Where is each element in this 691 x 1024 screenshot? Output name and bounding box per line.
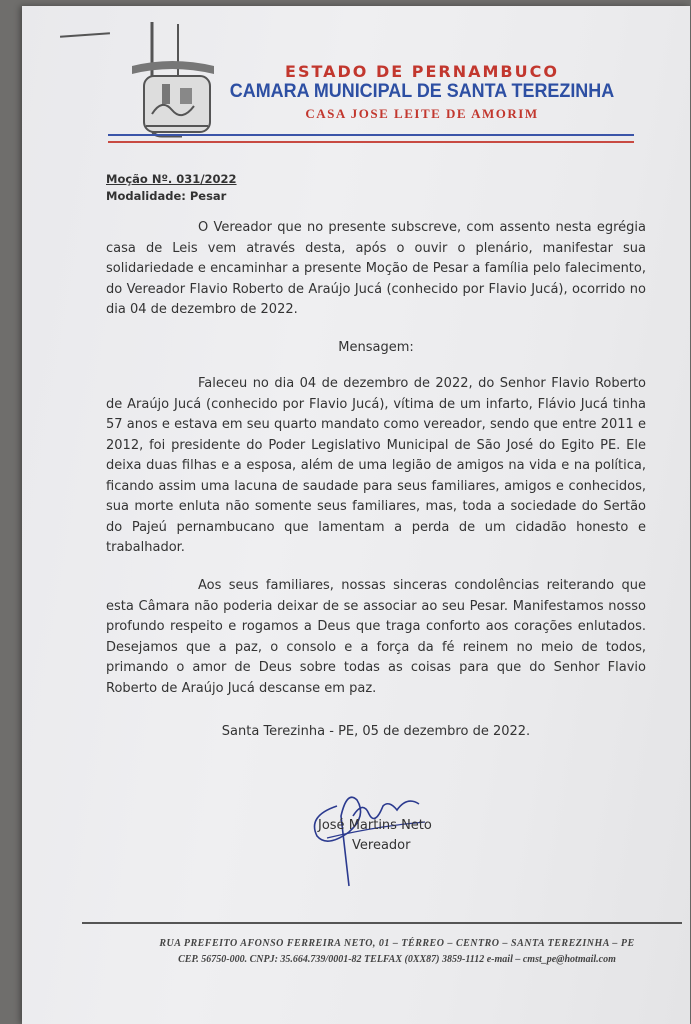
header-rule-red <box>108 141 634 143</box>
message-paragraph: Faleceu no dia 04 de dezembro de 2022, do Senhor Flavio Roberto de Araújo Jucá (conhecido por Flavio Jucá), vítima de um infarto, Flávio Jucá tinha 57 anos e estava em seu quarto mandato como vereador, sendo que entre 2011 e 2012, foi presidente do Poder Legislativo Municipal de São José do Egito PE. Ele deixa duas filhas e a esposa, além de uma legião de amigos na vida e na política, ficando assim uma lacuna de saudade para seus familiares, amigos e conhecidos, sua morte enluta não somente seus familiares, mas, toda a sociedade do Sertão do Pajeú pernambucano que lamentam a perda de um cidadão honesto e trabalhador. <box>106 376 646 555</box>
date-line: Santa Terezinha - PE, 05 de dezembro de 2022. <box>221 724 531 739</box>
footer-contact: CEP. 56750-000. CNPJ: 35.664.739/0001-82 TELFAX (0XX87) 3859-1112 e-mail – cmst_pe@hotmail.com <box>178 954 616 965</box>
intro-paragraph: O Vereador que no presente subscreve, com assento nesta egrégia casa de Leis vem através desta, após o ouvir o plenário, manifestar sua solidariedade e encaminhar a presente Moção de Pesar a família pelo falecimento, do Vereador Flavio Roberto de Araújo Jucá (conhecido por Flavio Jucá), ocorrido no dia 04 de dezembro de 2022. <box>106 220 646 317</box>
chamber-heading: CAMARA MUNICIPAL DE SANTA TEREZINHA <box>229 80 615 102</box>
footer-address: RUA PREFEITO AFONSO FERREIRA NETO, 01 – TÉRREO – CENTRO – SANTA TEREZINHA – PE <box>159 938 635 949</box>
state-heading: ESTADO DE PERNAMBUCO <box>285 62 559 81</box>
header-rule-blue <box>108 134 634 136</box>
motion-number: Moção Nº. 031/2022 <box>106 172 237 186</box>
pen-mark <box>60 32 110 37</box>
condolences-paragraph: Aos seus familiares, nossas sinceras condolências reiterando que esta Câmara não poderia deixar de se associar ao seu Pesar. Manifestamos nosso profundo respeito e rogamos a Deus que traga conforto aos corações enlutados. Desejamos que a paz, o consolo e a força da fé reinem no meio de todos, primando o amor de Deus sobre todas as coisas para que do Senhor Flavio Roberto de Araújo Jucá descanse em paz. <box>106 578 646 696</box>
handwritten-signature <box>297 776 447 896</box>
signatory-role: Vereador <box>352 838 411 853</box>
document-page <box>22 6 690 1024</box>
signatory-name: José Martins Neto <box>318 818 432 833</box>
message-heading: Mensagem: <box>338 340 414 355</box>
house-heading: CASA JOSE LEITE DE AMORIM <box>305 106 539 121</box>
footer-rule <box>82 922 682 924</box>
motion-modality: Modalidade: Pesar <box>106 189 227 203</box>
